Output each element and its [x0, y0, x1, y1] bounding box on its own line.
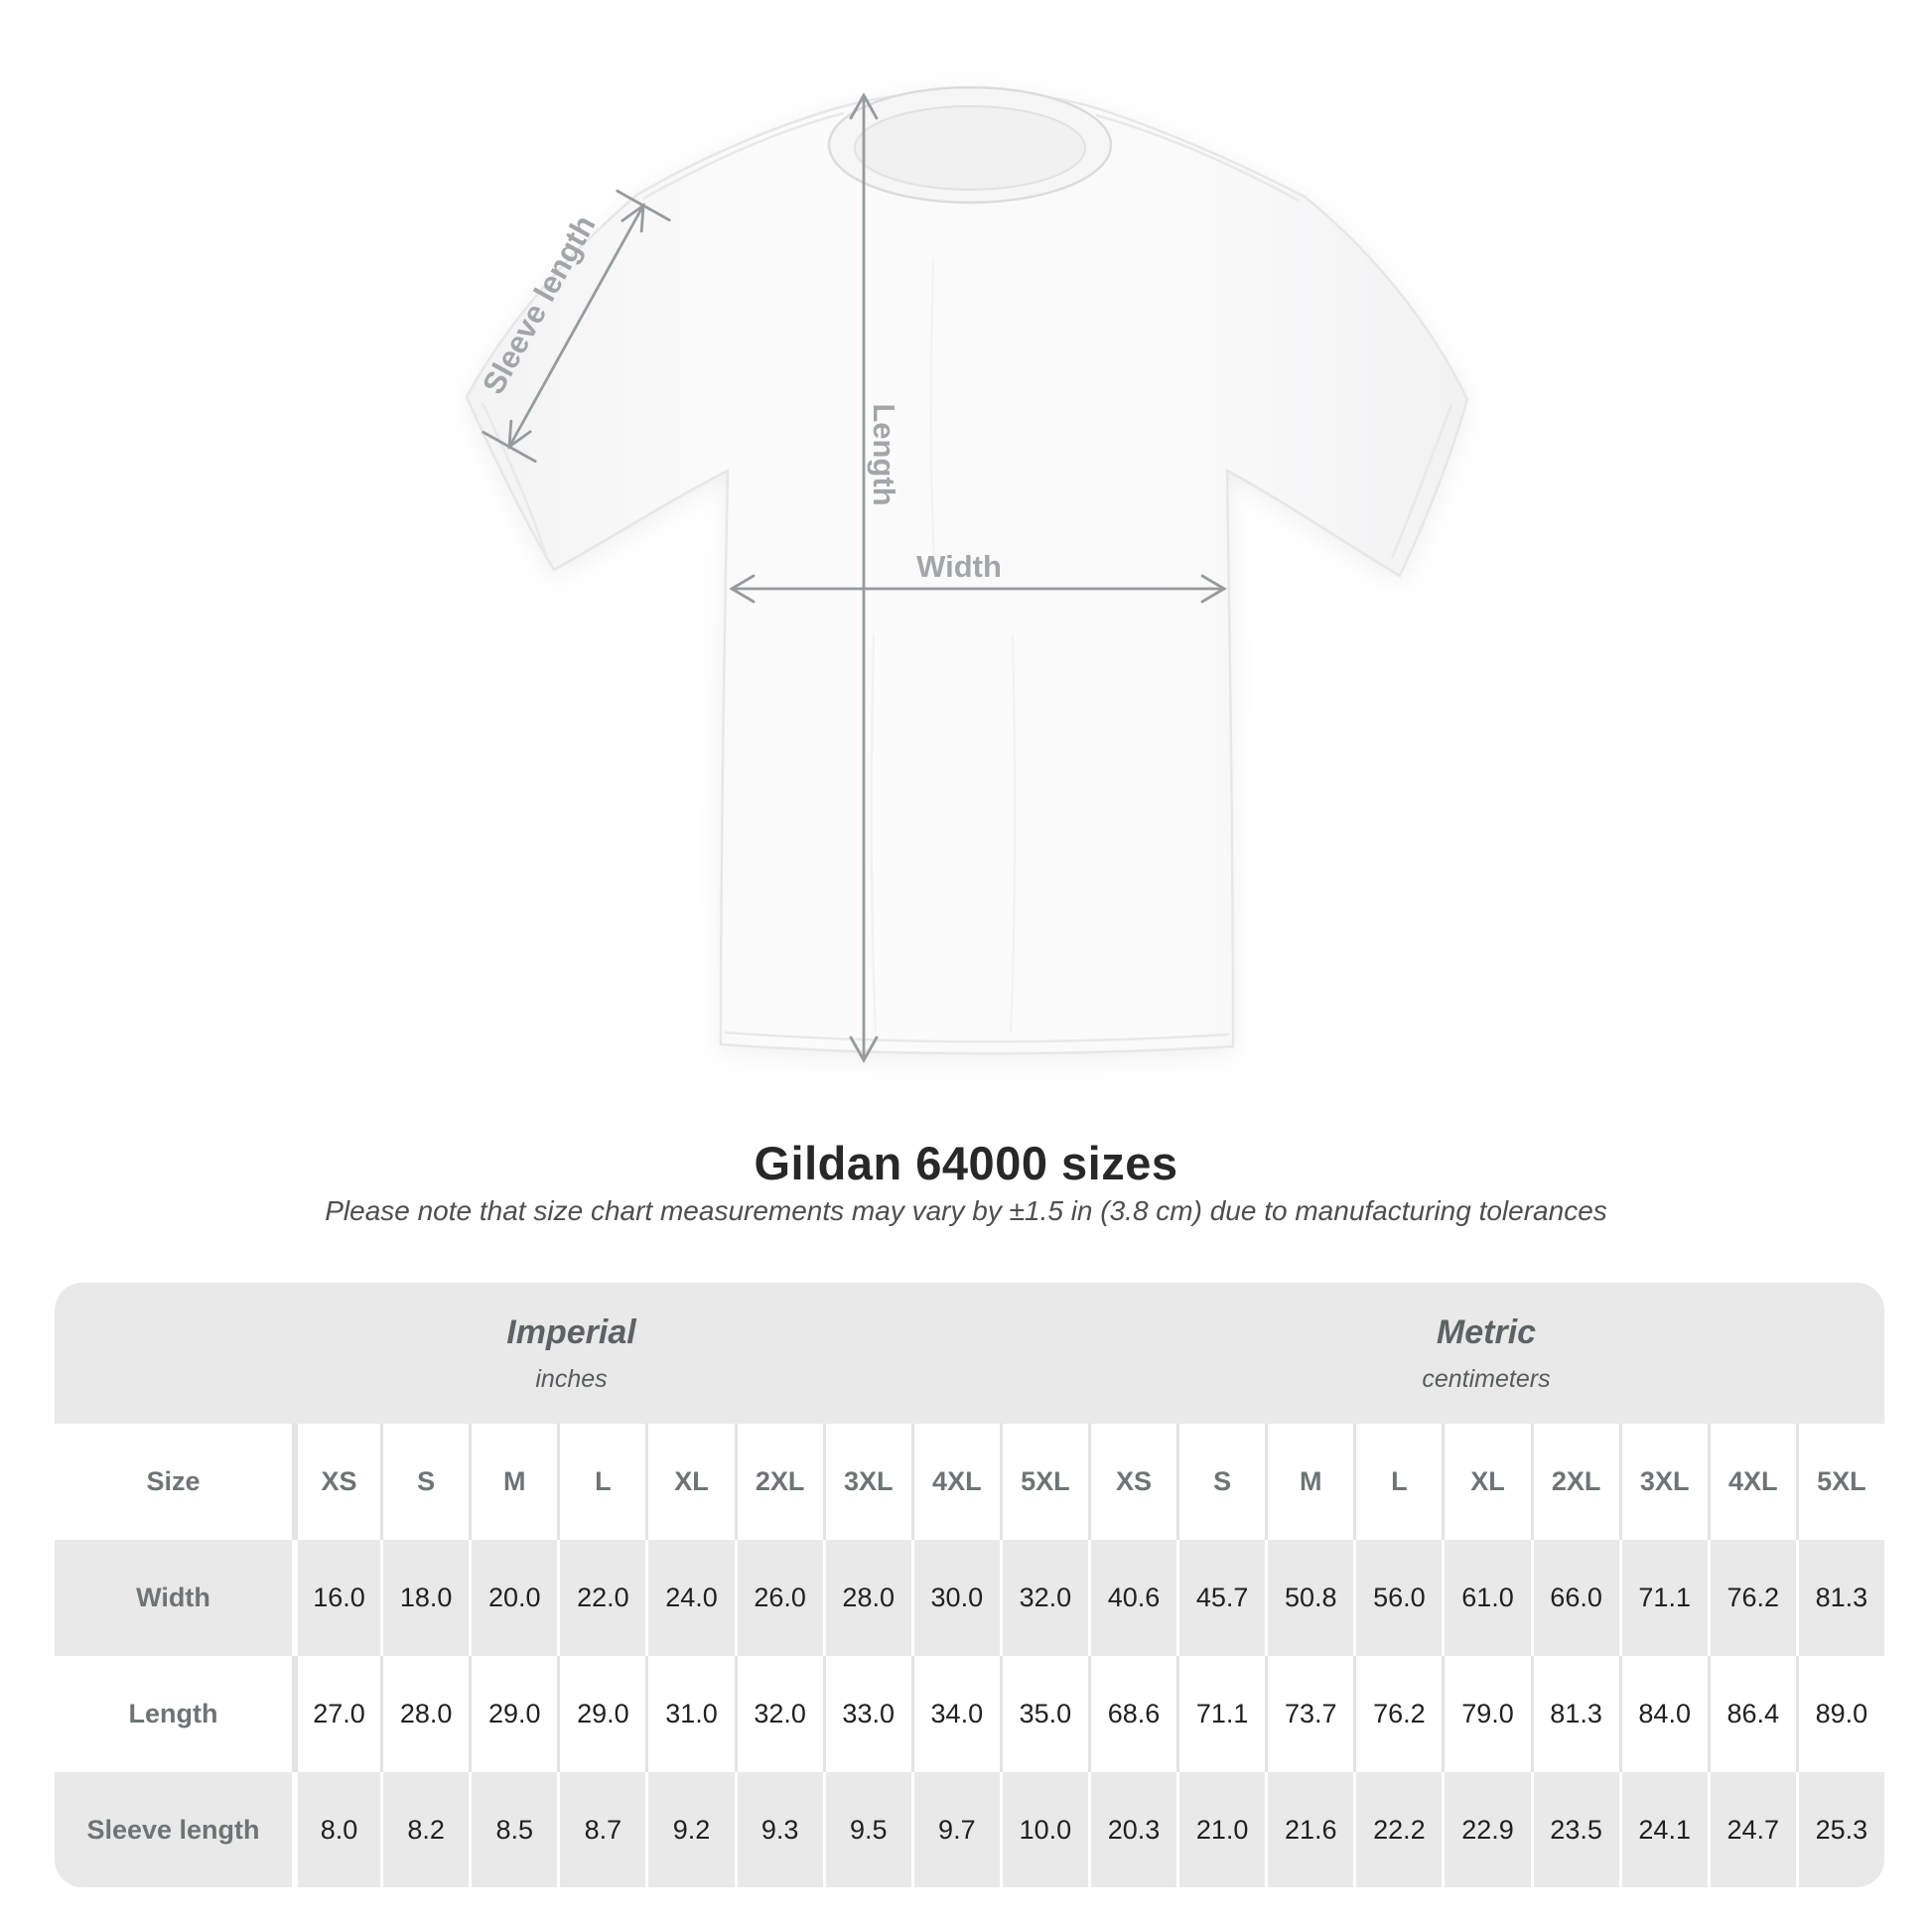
page-title: Gildan 64000 sizes: [754, 1137, 1178, 1189]
measurement-value-cell: 9.5: [823, 1772, 911, 1887]
measurement-row: [55, 1772, 1884, 1887]
measurement-value-cell: 8.2: [380, 1772, 469, 1887]
measurement-value-cell: 34.0: [911, 1656, 1000, 1772]
size-header-cell: 3XL: [823, 1424, 911, 1540]
size-header-cell: 2XL: [735, 1424, 823, 1540]
size-header-row: [55, 1424, 1884, 1540]
measurement-value-cell: 81.3: [1531, 1656, 1619, 1772]
measurement-value-cell: 45.7: [1176, 1540, 1265, 1656]
measurement-row-label: Length: [55, 1656, 292, 1772]
size-header-cell: XS: [292, 1424, 380, 1540]
measurement-value-cell: 20.3: [1088, 1772, 1176, 1887]
size-header-cell: 5XL: [1796, 1424, 1884, 1540]
measurement-value-cell: 68.6: [1088, 1656, 1176, 1772]
measurement-value-cell: 30.0: [911, 1540, 1000, 1656]
size-header-cell: XL: [645, 1424, 734, 1540]
measurement-value-cell: 24.7: [1708, 1772, 1796, 1887]
size-header-cell: 4XL: [1708, 1424, 1796, 1540]
measurement-value-cell: 29.0: [557, 1656, 645, 1772]
measurement-value-cell: 32.0: [735, 1656, 823, 1772]
measurement-value-cell: 18.0: [380, 1540, 469, 1656]
measurement-value-cell: 73.7: [1265, 1656, 1353, 1772]
length-label: Length: [867, 403, 901, 506]
measurement-value-cell: 66.0: [1531, 1540, 1619, 1656]
measurement-value-cell: 40.6: [1088, 1540, 1176, 1656]
size-header-cell: 2XL: [1531, 1424, 1619, 1540]
measurement-value-cell: 23.5: [1531, 1772, 1619, 1887]
measurement-value-cell: 8.0: [292, 1772, 380, 1887]
measurement-value-cell: 28.0: [823, 1540, 911, 1656]
size-header-cell: XL: [1442, 1424, 1530, 1540]
measurement-value-cell: 9.7: [911, 1772, 1000, 1887]
measurement-value-cell: 33.0: [823, 1656, 911, 1772]
measurement-value-cell: 50.8: [1265, 1540, 1353, 1656]
size-header-cell: M: [469, 1424, 557, 1540]
unit-group-unit: inches: [535, 1364, 608, 1393]
sleeve-length-label: Sleeve length: [476, 209, 603, 400]
measurement-value-cell: 9.2: [645, 1772, 734, 1887]
measurement-value-cell: 26.0: [735, 1540, 823, 1656]
measurement-value-cell: 28.0: [380, 1656, 469, 1772]
measurement-value-cell: 24.1: [1619, 1772, 1708, 1887]
size-chart: [55, 1283, 1884, 1887]
size-header-cell: 4XL: [911, 1424, 1000, 1540]
measurement-value-cell: 76.2: [1708, 1540, 1796, 1656]
size-header-cell: M: [1265, 1424, 1353, 1540]
measurement-value-cell: 27.0: [292, 1656, 380, 1772]
size-header-cell: XS: [1088, 1424, 1176, 1540]
size-header-cell: 5XL: [1000, 1424, 1088, 1540]
tolerance-note: Please note that size chart measurements may vary by ±1.5 in (3.8 cm) due to manufacturing tolerances: [325, 1195, 1607, 1226]
unit-group-label: Metric: [1436, 1312, 1537, 1351]
measurement-value-cell: 61.0: [1442, 1540, 1530, 1656]
measurement-value-cell: 86.4: [1708, 1656, 1796, 1772]
measurement-value-cell: 22.9: [1442, 1772, 1530, 1887]
measurement-value-cell: 16.0: [292, 1540, 380, 1656]
size-header-cell: S: [380, 1424, 469, 1540]
measurement-value-cell: 76.2: [1353, 1656, 1442, 1772]
width-label: Width: [916, 549, 1002, 584]
unit-group-metric: [1088, 1283, 1884, 1424]
measurement-value-cell: 89.0: [1796, 1656, 1884, 1772]
measurement-value-cell: 84.0: [1619, 1656, 1708, 1772]
collar-opening: [855, 106, 1085, 190]
measurement-row: [55, 1540, 1884, 1656]
size-header-cell: L: [557, 1424, 645, 1540]
measurement-row-label: Sleeve length: [55, 1772, 292, 1887]
measurement-value-cell: 71.1: [1619, 1540, 1708, 1656]
unit-header-row: [55, 1283, 1884, 1424]
measurement-value-cell: 31.0: [645, 1656, 734, 1772]
measurement-value-cell: 8.5: [469, 1772, 557, 1887]
measurement-value-cell: 81.3: [1796, 1540, 1884, 1656]
size-corner-label: Size: [55, 1424, 292, 1540]
measurement-value-cell: 8.7: [557, 1772, 645, 1887]
size-chart-table: [55, 1283, 1884, 1887]
size-header-cell: 3XL: [1619, 1424, 1708, 1540]
measurement-value-cell: 22.2: [1353, 1772, 1442, 1887]
unit-group-imperial: [55, 1283, 1088, 1424]
measurement-row-label: Width: [55, 1540, 292, 1656]
measurement-value-cell: 35.0: [1000, 1656, 1088, 1772]
measurement-value-cell: 22.0: [557, 1540, 645, 1656]
measurement-value-cell: 25.3: [1796, 1772, 1884, 1887]
size-header-cell: S: [1176, 1424, 1265, 1540]
measurement-value-cell: 24.0: [645, 1540, 734, 1656]
measurement-value-cell: 71.1: [1176, 1656, 1265, 1772]
measurement-value-cell: 21.0: [1176, 1772, 1265, 1887]
measurement-value-cell: 32.0: [1000, 1540, 1088, 1656]
measurement-value-cell: 20.0: [469, 1540, 557, 1656]
measurement-value-cell: 79.0: [1442, 1656, 1530, 1772]
unit-group-unit: centimeters: [1422, 1364, 1551, 1393]
size-header-cell: L: [1353, 1424, 1442, 1540]
measurement-value-cell: 9.3: [735, 1772, 823, 1887]
measurement-value-cell: 10.0: [1000, 1772, 1088, 1887]
measurement-value-cell: 56.0: [1353, 1540, 1442, 1656]
measurement-value-cell: 21.6: [1265, 1772, 1353, 1887]
measurement-value-cell: 29.0: [469, 1656, 557, 1772]
unit-group-label: Imperial: [506, 1312, 636, 1351]
measurement-row: [55, 1656, 1884, 1772]
